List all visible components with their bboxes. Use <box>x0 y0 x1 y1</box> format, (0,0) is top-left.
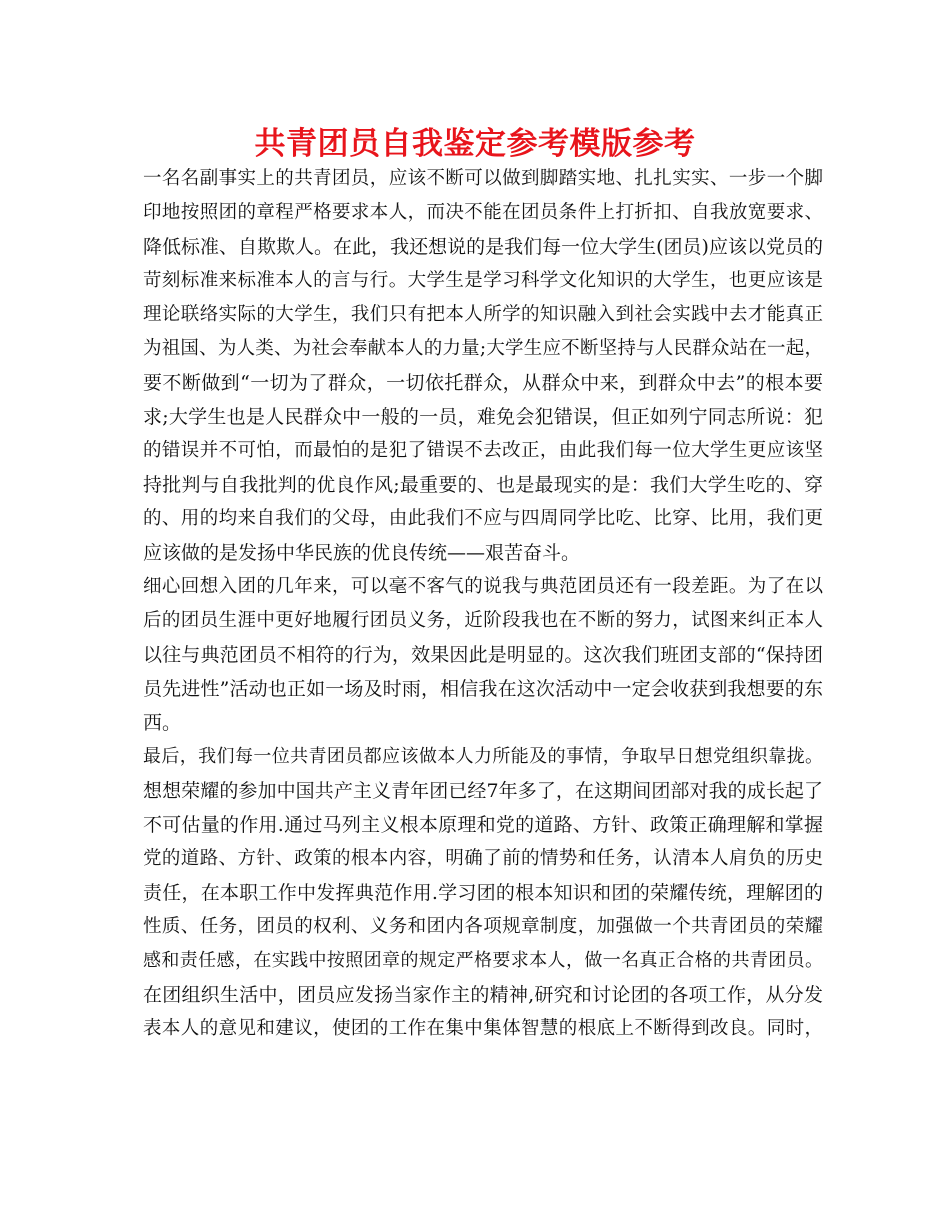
body-line: 的错误并不可怕，而最怕的是犯了错误不去改正，由此我们每一位大学生更应该坚 <box>143 440 823 461</box>
body-line: 印地按照团的章程严格要求本人，而决不能在团员条件上打折扣、自我放宽要求、 <box>143 202 823 223</box>
body-line: 想想荣耀的参加中国共产主义青年团已经7年多了，在这期间团部对我的成长起了 <box>143 780 823 802</box>
body-line: 性质、任务，团员的权利、义务和团内各项规章制度，加强做一个共青团员的荣耀 <box>143 916 823 937</box>
body-line: 为祖国、为人类、为社会奉献本人的力量;大学生应不断坚持与人民群众站在一起， <box>143 338 823 359</box>
body-line: 最后，我们每一位共青团员都应该做本人力所能及的事情，争取早日想党组织靠拢。 <box>143 746 823 767</box>
document-body <box>143 162 823 1046</box>
body-line: 在团组织生活中，团员应发扬当家作主的精神,研究和讨论团的各项工作，从分发 <box>143 984 823 1006</box>
body-line: 西。 <box>143 712 182 734</box>
body-line: 一名名副事实上的共青团员，应该不断可以做到脚踏实地、扎扎实实、一步一个脚 <box>143 168 823 189</box>
body-line: 应该做的是发扬中华民族的优良传统——艰苦奋斗。 <box>143 542 581 564</box>
body-line: 的、用的均来自我们的父母，由此我们不应与四周同学比吃、比穿、比用，我们更 <box>143 508 823 529</box>
body-line: 持批判与自我批判的优良作风;最重要的、也是最现实的是：我们大学生吃的、穿 <box>143 474 823 496</box>
body-line: 党的道路、方针、政策的根本内容，明确了前的情势和任务，认清本人肩负的历史 <box>143 848 823 869</box>
body-line: 不可估量的作用.通过马列主义根本原理和党的道路、方针、政策正确理解和掌握 <box>143 814 823 836</box>
body-line: 细心回想入团的几年来，可以毫不客气的说我与典范团员还有一段差距。为了在以 <box>143 576 823 597</box>
body-line: 责任，在本职工作中发挥典范作用.学习团的根本知识和团的荣耀传统，理解团的 <box>143 882 823 904</box>
body-line: 求;大学生也是人民群众中一般的一员，难免会犯错误，但正如列宁同志所说：犯 <box>143 406 823 428</box>
body-line: 以往与典范团员不相符的行为，效果因此是明显的。这次我们班团支部的“保持团 <box>143 644 823 666</box>
body-line: 表本人的意见和建议，使团的工作在集中集体智慧的根底上不断得到改良。同时， <box>143 1018 823 1039</box>
body-line: 降低标准、自欺欺人。在此，我还想说的是我们每一位大学生(团员)应该以党员的 <box>143 236 823 258</box>
body-line: 苛刻标准来标准本人的言与行。大学生是学习科学文化知识的大学生，也更应该是 <box>143 270 823 291</box>
body-line: 要不断做到“一切为了群众，一切依托群众，从群众中来，到群众中去”的根本要 <box>143 372 823 394</box>
body-line: 后的团员生涯中更好地履行团员义务，近阶段我也在不断的努力，试图来纠正本人 <box>143 610 823 631</box>
body-line: 员先进性”活动也正如一场及时雨，相信我在这次活动中一定会收获到我想要的东 <box>143 678 823 700</box>
body-line: 理论联络实际的大学生，我们只有把本人所学的知识融入到社会实践中去才能真正 <box>143 304 823 325</box>
body-line: 感和责任感，在实践中按照团章的规定严格要求本人，做一名真正合格的共青团员。 <box>143 950 823 971</box>
document-title: 共青团员自我鉴定参考模版参考 <box>254 126 696 162</box>
